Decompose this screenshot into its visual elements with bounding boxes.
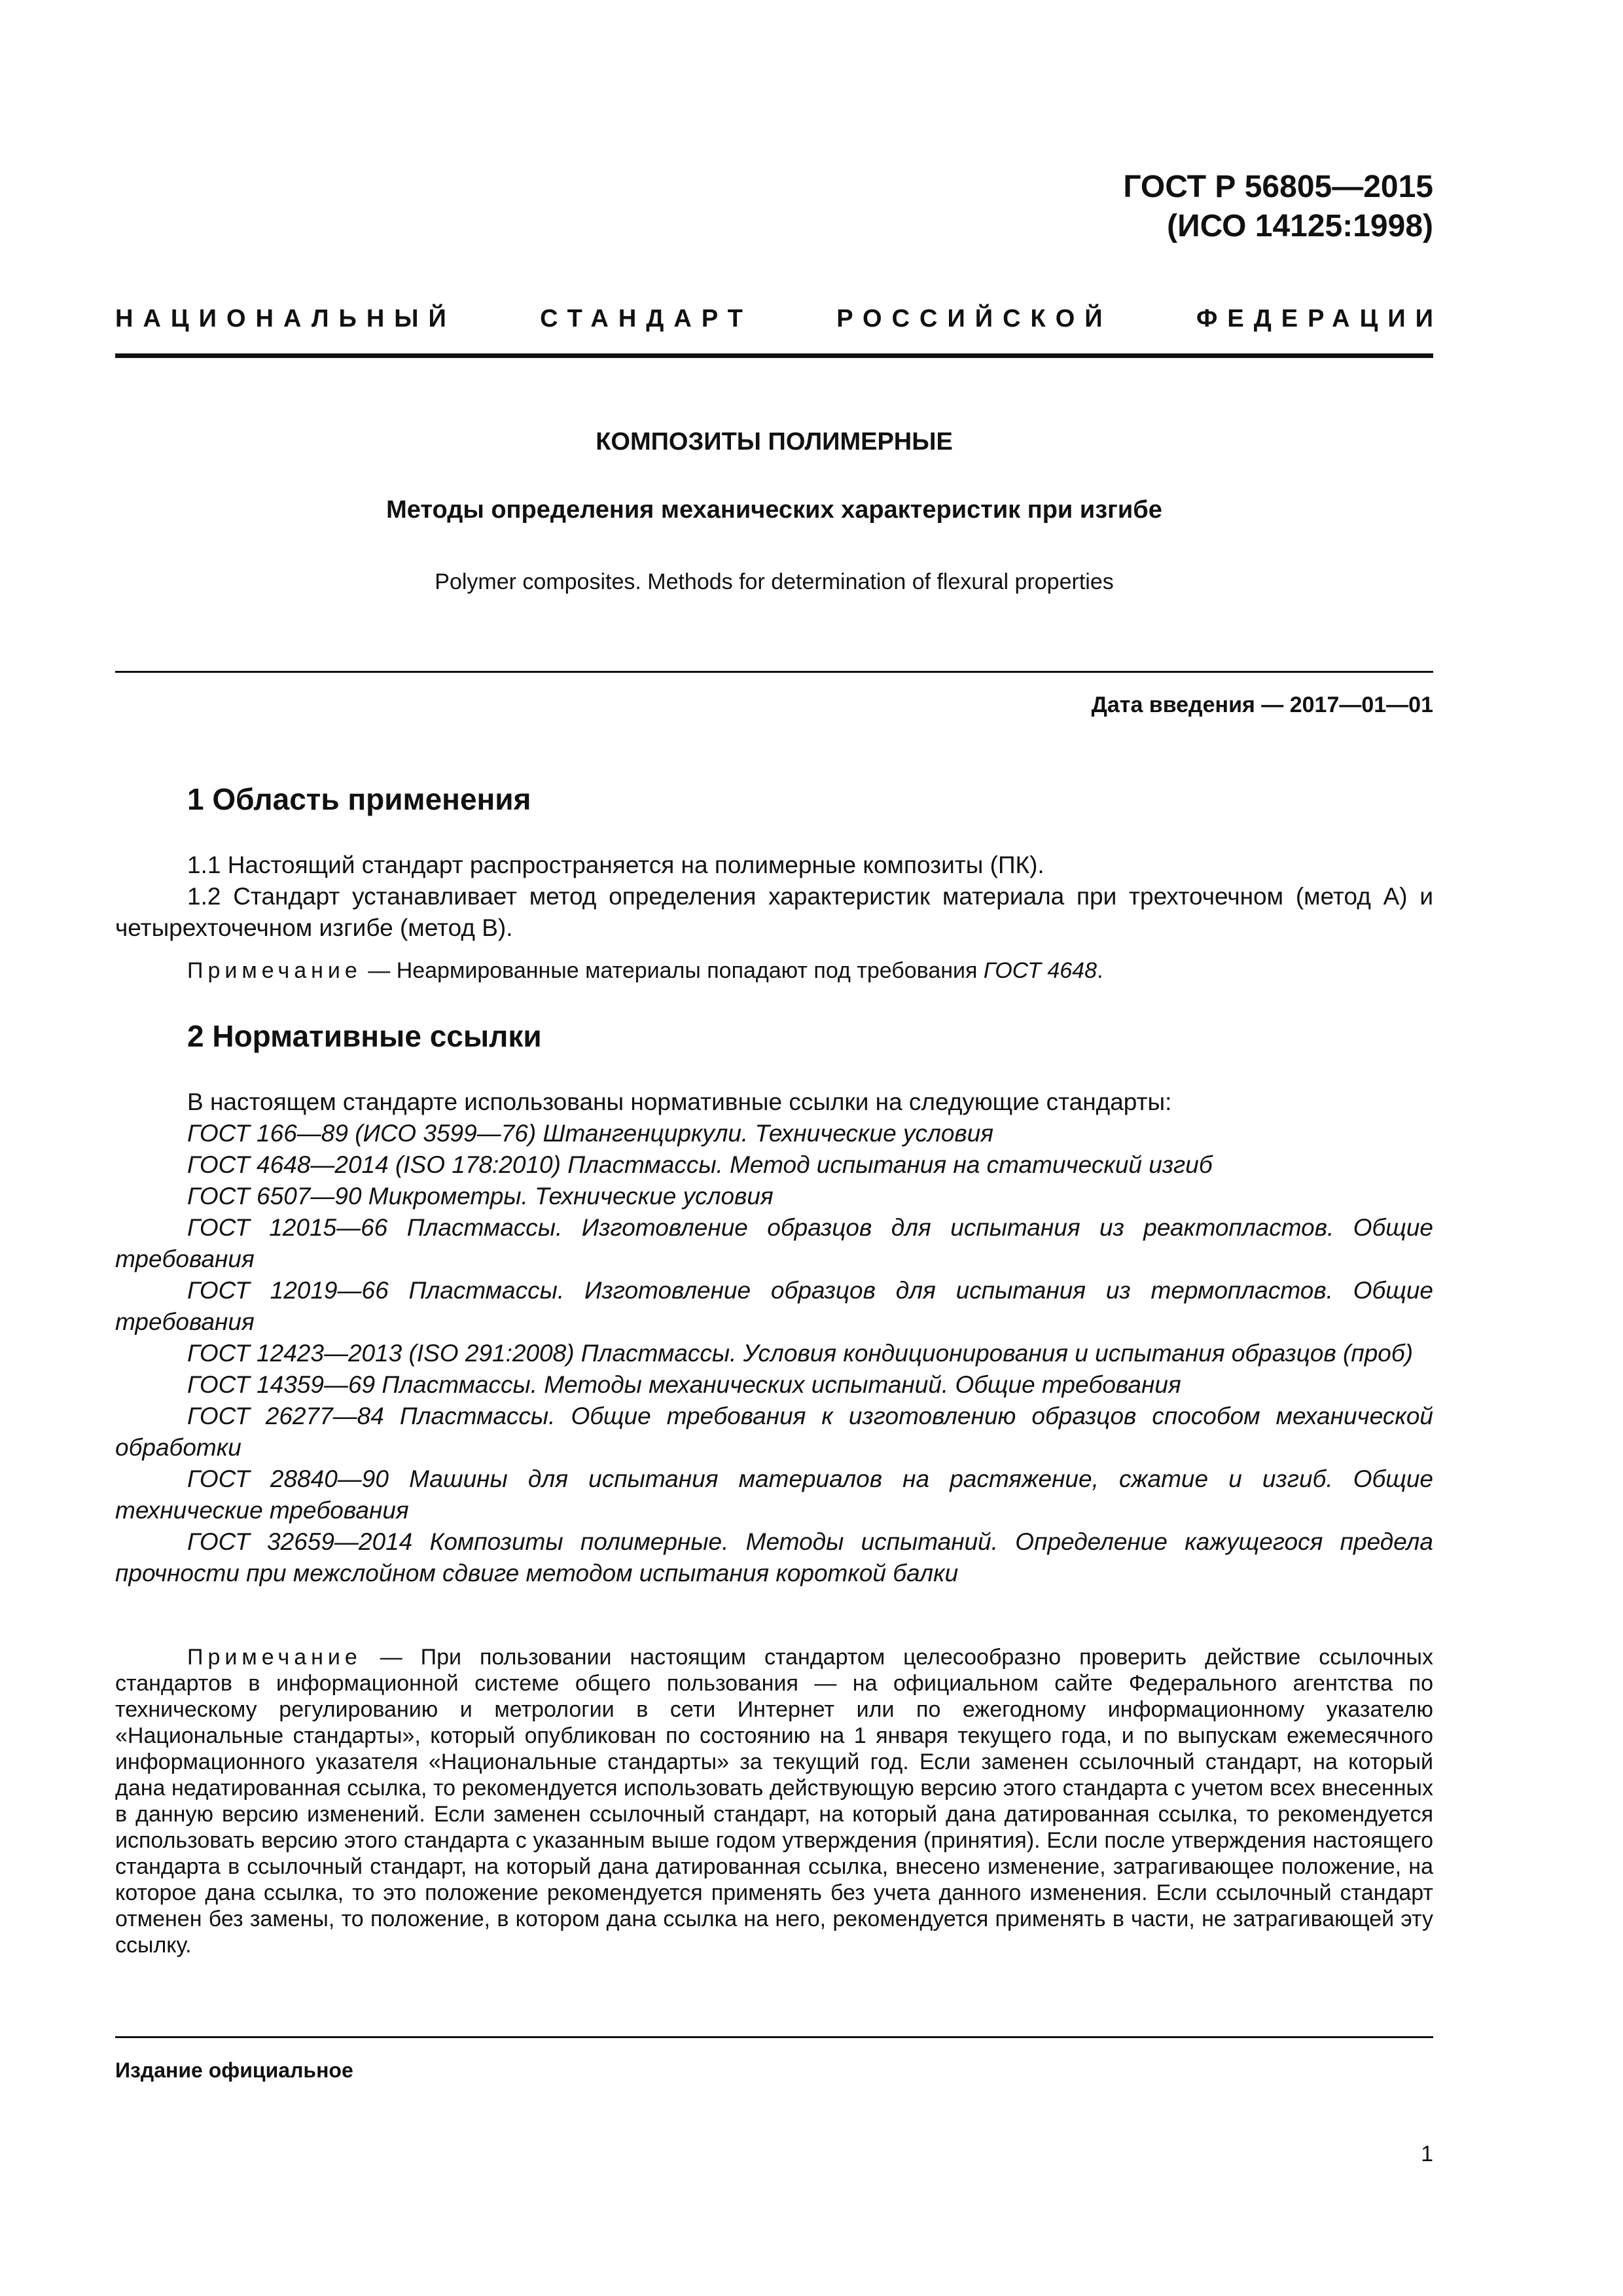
introduction-date: Дата введения — 2017—01—01 [1091,692,1433,717]
reference-item: ГОСТ 26277—84 Пластмассы. Общие требования к изготовлению образцов способом механической обработки [115,1403,1433,1461]
edition-label: Издание официальное [115,2058,353,2082]
banner-word: ФЕДЕРАЦИИ [1196,305,1443,332]
section-1-heading: 1 Область применения [187,782,531,816]
standard-number [1123,168,1433,246]
header-divider [115,353,1433,358]
reference-item: ГОСТ 4648—2014 (ISO 178:2010) Пластмассы. Метод испытания на статический изгиб [187,1151,1213,1178]
standard-number-iso: (ИСО 14125:1998) [1167,209,1433,243]
reference-item: ГОСТ 32659—2014 Композиты полимерные. Методы испытаний. Определение кажущегося предела прочности при межслойном сдвиге методом испытания короткой балки [115,1528,1433,1587]
note-end: . [1096,958,1103,983]
reference-item: ГОСТ 28840—90 Машины для испытания материалов на растяжение, сжатие и изгиб. Общие технические требования [115,1465,1433,1524]
reference-item: ГОСТ 14359—69 Пластмассы. Методы механических испытаний. Общие требования [187,1371,1181,1398]
section-1-note [115,958,1433,984]
note-text: — Неармированные материалы попадают под требования [361,958,984,983]
banner-word: РОССИЙСКОЙ [836,305,1113,332]
banner-word: СТАНДАРТ [540,305,753,332]
references-intro: В настоящем стандарте использованы нормативные ссылки на следующие стандарты: [187,1088,1172,1115]
title-divider [115,671,1433,673]
document-title-english: Polymer composites. Methods for determination of flexural properties [435,569,1114,594]
clause-1-1: 1.1 Настоящий стандарт распространяется на полимерные композиты (ПК). [187,852,1044,878]
footer-divider [115,2036,1433,2038]
note-text: — При пользовании настоящим стандартом целесообразно проверить действие ссылочных стандартов в информационной системе общего пользования — на официальном сайте Федерального агентства по техническому регулированию и метрологии в сети Интернет или по ежегодному информационному указателю «Национальные стандарты», который опубликован по состоянию на 1 января текущего года, и по выпускам ежемесячного информационного указателя «Национальные стандарты» за текущий год. Если заменен ссылочный стандарт, на который дана недатированная ссылка, то рекомендуется использовать действующую версию этого стандарта с учетом всех внесенных в данную версию изменений. Если заменен ссылочный стандарт, на который дана датированная ссылка, то рекомендуется использовать версию этого стандарта с указанным выше годом утверждения (принятия). Если после утверждения настоящего стандарта в ссылочный стандарт, на который дана датированная ссылка, внесено изменение, затрагивающее положение, на которое дана ссылка, то это положение рекомендуется применять без учета данного изменения. Если ссылочный стандарт отменен без замены, то положение, в котором дана ссылка на него, рекомендуется применять в части, не затрагивающей эту ссылку. [115,1645,1433,1958]
note-label: Примечание [187,1645,362,1670]
reference-item: ГОСТ 6507—90 Микрометры. Технические условия [187,1183,774,1210]
document-subtitle: Методы определения механических характеристик при изгибе [386,496,1162,524]
reference-item: ГОСТ 12423—2013 (ISO 291:2008) Пластмассы. Условия кондиционирования и испытания образцов (проб) [187,1340,1414,1367]
reference-item: ГОСТ 12019—66 Пластмассы. Изготовление образцов для испытания из термопластов. Общие требования [115,1277,1433,1335]
banner-word: НАЦИОНАЛЬНЫЙ [115,305,456,332]
note-label: Примечание [187,958,362,983]
national-standard-banner [115,305,1443,333]
document-title: КОМПОЗИТЫ ПОЛИМЕРНЫЕ [596,428,953,456]
section-2-body [115,1086,1433,1589]
reference-item: ГОСТ 166—89 (ИСО 3599—76) Штангенциркули. Технические условия [187,1120,994,1147]
clause-1-2: 1.2 Стандарт устанавливает метод определения характеристик материала при трехточечном (метод А) и четырехточечном изгибе (метод В). [115,883,1433,941]
standard-number-gost: ГОСТ Р 56805—2015 [1123,170,1433,204]
section-1-body [115,850,1433,944]
note-reference: ГОСТ 4648 [983,958,1097,983]
section-2-heading: 2 Нормативные ссылки [187,1019,542,1053]
reference-item: ГОСТ 12015—66 Пластмассы. Изготовление образцов для испытания из реактопластов. Общие требования [115,1214,1433,1272]
section-2-note [115,1644,1433,1958]
page-number: 1 [1421,2142,1433,2166]
